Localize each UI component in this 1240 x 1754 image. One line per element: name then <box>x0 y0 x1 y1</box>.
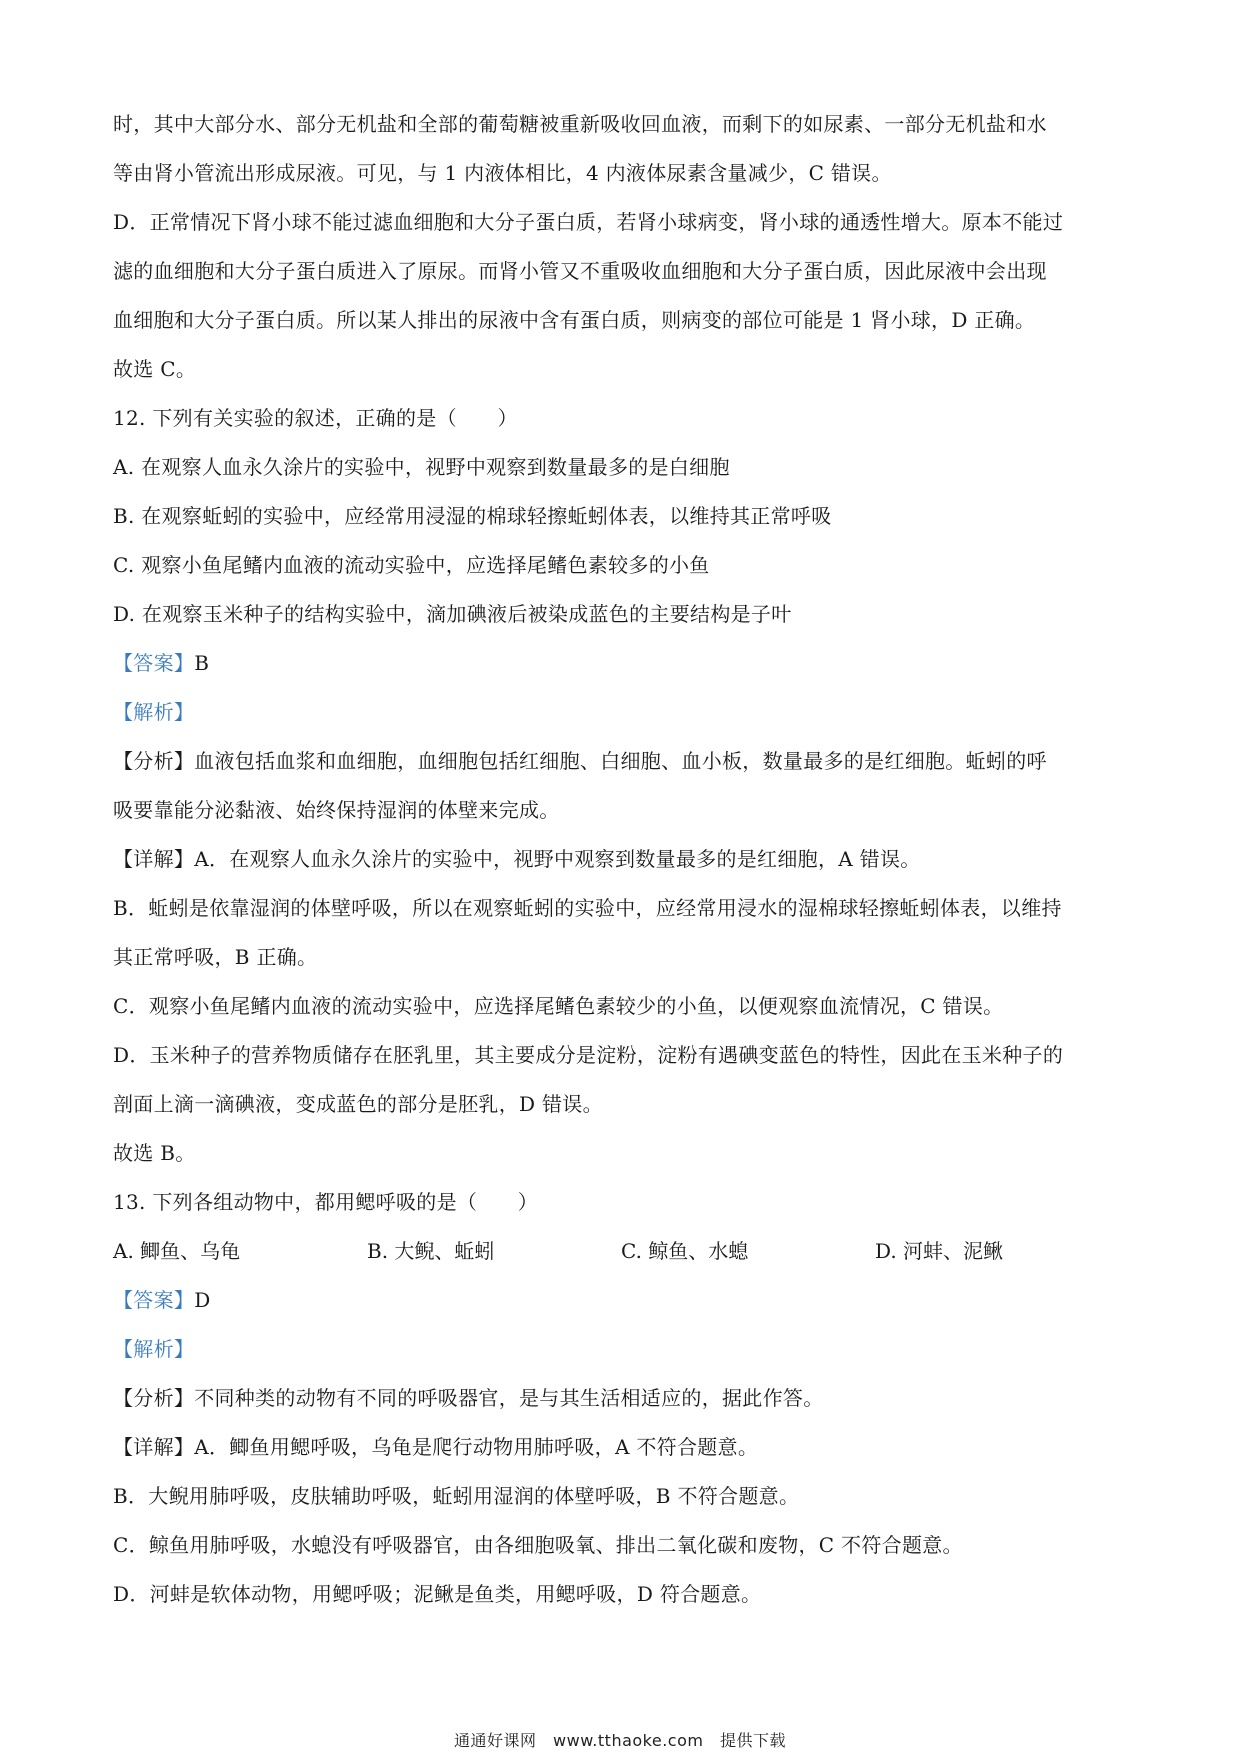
answer-tag: 【答案】 <box>113 1288 195 1312</box>
question-13-option-b: B. 大鲵、蚯蚓 <box>367 1239 495 1263</box>
question-12-option-c: C. 观察小鱼尾鳍内血液的流动实验中，应选择尾鳍色素较多的小鱼 <box>113 553 710 577</box>
question-13-analysis-heading <box>113 1325 1133 1374</box>
question-13-stem: 13. 下列各组动物中，都用鳃呼吸的是（ ） <box>113 1190 539 1214</box>
question-12-stem: 12. 下列有关实验的叙述，正确的是（ ） <box>113 406 518 430</box>
fenxi-tag: 【分析】 <box>113 749 195 773</box>
question-12-option-d: D. 在观察玉米种子的结构实验中，滴加碘液后被染成蓝色的主要结构是子叶 <box>113 602 792 626</box>
analysis-tag: 【解析】 <box>113 700 195 724</box>
conclusion-line: 故选 C。 <box>113 357 197 381</box>
question-13-xiangjie-c: C．鲸鱼用肺呼吸，水螅没有呼吸器官，由各细胞吸氧、排出二氧化碳和废物，C 不符合题意。 <box>113 1533 963 1557</box>
question-12-option-a: A. 在观察人血永久涂片的实验中，视野中观察到数量最多的是白细胞 <box>113 455 730 479</box>
question-12-xiangjie-d-cont: 剖面上滴一滴碘液，变成蓝色的部分是胚乳，D 错误。 <box>113 1092 603 1116</box>
question-12-analysis-heading <box>113 688 1133 737</box>
paragraph-line: 滤的血细胞和大分子蛋白质进入了原尿。而肾小管又不重吸收血细胞和大分子蛋白质，因此尿液中会出现 <box>113 259 1047 283</box>
fenxi-text: 不同种类的动物有不同的呼吸器官，是与其生活相适应的，据此作答。 <box>194 1386 824 1410</box>
question-12-fenxi-cont: 吸要靠能分泌黏液、始终保持湿润的体壁来完成。 <box>113 798 560 822</box>
question-13-option-c: C. 鲸鱼、水螅 <box>621 1239 749 1263</box>
question-13-xiangjie-d: D．河蚌是软体动物，用鳃呼吸；泥鳅是鱼类，用鳃呼吸，D 符合题意。 <box>113 1582 762 1606</box>
answer-value: D <box>194 1288 211 1312</box>
analysis-tag: 【解析】 <box>113 1337 195 1361</box>
paragraph-line: 等由肾小管流出形成尿液。可见，与 1 内液体相比，4 内液体尿素含量减少，C 错误。 <box>113 161 892 185</box>
question-13-option-a: A. 鲫鱼、乌龟 <box>113 1239 241 1263</box>
xiangjie-text: A．在观察人血永久涂片的实验中，视野中观察到数量最多的是红细胞，A 错误。 <box>194 847 921 871</box>
question-12-conclusion: 故选 B。 <box>113 1141 196 1165</box>
question-12-xiangjie-b: B．蚯蚓是依靠湿润的体壁呼吸，所以在观察蚯蚓的实验中，应经常用浸水的湿棉球轻擦蚯蚓体表，以维持 <box>113 896 1062 920</box>
xiangjie-tag: 【详解】 <box>113 1435 195 1459</box>
question-13-answer <box>113 1276 1133 1325</box>
question-13-xiangjie-b: B．大鲵用肺呼吸，皮肤辅助呼吸，蚯蚓用湿润的体壁呼吸，B 不符合题意。 <box>113 1484 800 1508</box>
question-12-xiangjie-b-cont: 其正常呼吸，B 正确。 <box>113 945 318 969</box>
answer-value: B <box>194 651 210 675</box>
paragraph-line: 血细胞和大分子蛋白质。所以某人排出的尿液中含有蛋白质，则病变的部位可能是 1 肾小球，D 正确。 <box>113 308 1036 332</box>
question-13-fenxi <box>113 1374 1133 1423</box>
question-13-option-d: D. 河蚌、泥鳅 <box>875 1239 1004 1263</box>
question-13-xiangjie <box>113 1423 1133 1472</box>
question-12-xiangjie-d: D．玉米种子的营养物质储存在胚乳里，其主要成分是淀粉，淀粉有遇碘变蓝色的特性，因此在玉米种子的 <box>113 1043 1064 1067</box>
fenxi-tag: 【分析】 <box>113 1386 195 1410</box>
question-12-fenxi <box>113 737 1133 786</box>
question-12-xiangjie <box>113 835 1133 884</box>
question-13-options <box>113 1227 1133 1276</box>
answer-tag: 【答案】 <box>113 651 195 675</box>
question-12-answer <box>113 639 1133 688</box>
paragraph-line: 时，其中大部分水、部分无机盐和全部的葡萄糖被重新吸收回血液，而剩下的如尿素、一部分无机盐和水 <box>113 112 1047 136</box>
document-body <box>113 100 1133 1619</box>
xiangjie-text: A．鲫鱼用鳃呼吸，乌龟是爬行动物用肺呼吸，A 不符合题意。 <box>194 1435 759 1459</box>
fenxi-text: 血液包括血浆和血细胞，血细胞包括红细胞、白细胞、血小板，数量最多的是红细胞。蚯蚓的呼 <box>194 749 1047 773</box>
question-12-option-b: B. 在观察蚯蚓的实验中，应经常用浸湿的棉球轻擦蚯蚓体表，以维持其正常呼吸 <box>113 504 832 528</box>
paragraph-line: D．正常情况下肾小球不能过滤血细胞和大分子蛋白质，若肾小球病变，肾小球的通透性增大。原本不能过 <box>113 210 1064 234</box>
page-footer: 通通好课网 www.tthaoke.com 提供下载 <box>454 1731 786 1750</box>
xiangjie-tag: 【详解】 <box>113 847 195 871</box>
question-12-xiangjie-c: C．观察小鱼尾鳍内血液的流动实验中，应选择尾鳍色素较少的小鱼，以便观察血流情况，C 错误。 <box>113 994 1004 1018</box>
